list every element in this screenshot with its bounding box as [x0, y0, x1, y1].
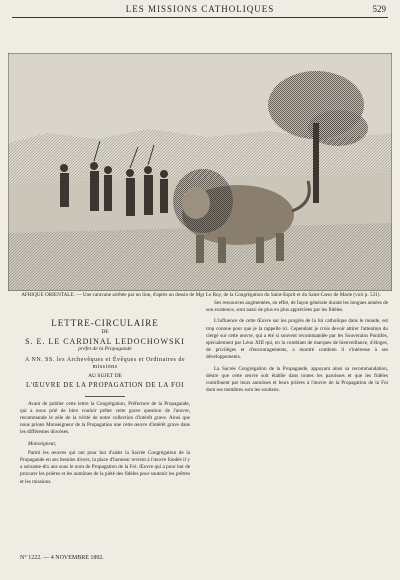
- author-title: préfet de la Propagande: [78, 345, 132, 352]
- letter-addressees: A NN. SS. les Archevêques et Évêques et Ordinaires de missions: [25, 356, 185, 371]
- letter-author: S. E. LE CARDINAL LEDOCHOWSKI: [25, 337, 185, 347]
- letter-body-right-2: L'influence de cette Œuvre sur les progrès de la foi catholique dans le monde, est trop connue pour que je la rappelle ici. Cependant je crois devoir attirer l'attention du clergé sur cette œuvre, qui a été si souvent recommandée par les Souverains Pontifes, spécialement par Léon XIII qui, en la comblant de marques de bienveillance, d'éloges, de privilèges et d'encouragements, a montré combien il s'intéresse à ses développements.: [206, 318, 388, 361]
- letter-subject: L'ŒUVRE DE LA PROPAGATION DE LA FOI: [25, 381, 185, 390]
- letter-body-right-1: Ses ressources augmentées, en effet, de façon générale durant les longues années de son existence, sont aussi de plus en plus appréciées par les fidèles.: [206, 300, 388, 314]
- illustration-caption: AFRIQUE ORIENTALE. — Une caravane arrêtée par un lion, d'après un dessin de Mgr Le Roy, de la Congrégation du Saint-Esprit et du Saint-Cœur de Marie (voir p. 531).: [21, 292, 381, 298]
- separator-rule: [85, 396, 125, 397]
- letter-au-sujet: AU SUJET DE: [88, 373, 122, 380]
- letter-body-left: Parmi les œuvres qui ont pour but d'aider la Sacrée Congrégation de la Propagande en ses besoins divers, la place d'honneur revient à l'œuvre fondée il y a soixante-dix ans sous le nom de Propagation de la Foi. Œuvre qui a pour but de procurer les prières et les aumônes de la piété des fidèles pour soutenir les prêtres et les missions.: [20, 449, 190, 485]
- journal-title: LES MISSIONS CATHOLIQUES: [125, 4, 275, 14]
- left-column: [20, 318, 190, 490]
- right-column: [206, 300, 388, 398]
- header-rule: [12, 17, 388, 18]
- page-header: [0, 0, 400, 22]
- letter-salutation: Monseigneur,: [28, 440, 57, 447]
- letter-heading: LETTRE-CIRCULAIRE: [51, 318, 159, 328]
- page-number: 529: [372, 4, 386, 14]
- issue-footer: N° 1222. — 4 NOVEMBRE 1892.: [20, 555, 104, 561]
- letter-body-right-3: La Sacrée Congrégation de la Propagande, appuyant ainsi sa recommandation, désire que cette œuvre soit établie dans toutes les paroisses et que les fidèles contribuent par leurs aumônes et leurs prières à l'œuvre de la Propagation de la Foi dont ses membres sont les soutiens.: [206, 365, 388, 394]
- letter-de: DE: [101, 329, 109, 336]
- engraving-lion-caravan: [8, 53, 392, 291]
- letter-intro: Avant de publier cette lettre la Congrégation, Préfecture de la Propagande, qui a nous prié de bien vouloir prêter cette grave question de l'œuvre, recommande le zèle de la vérité de notre collection d'intérêt grave. Ainsi que nous prions Monseigneur de la Propagation une cette œuvre d'intérêt grave dans les différentes diocèses.: [20, 400, 190, 436]
